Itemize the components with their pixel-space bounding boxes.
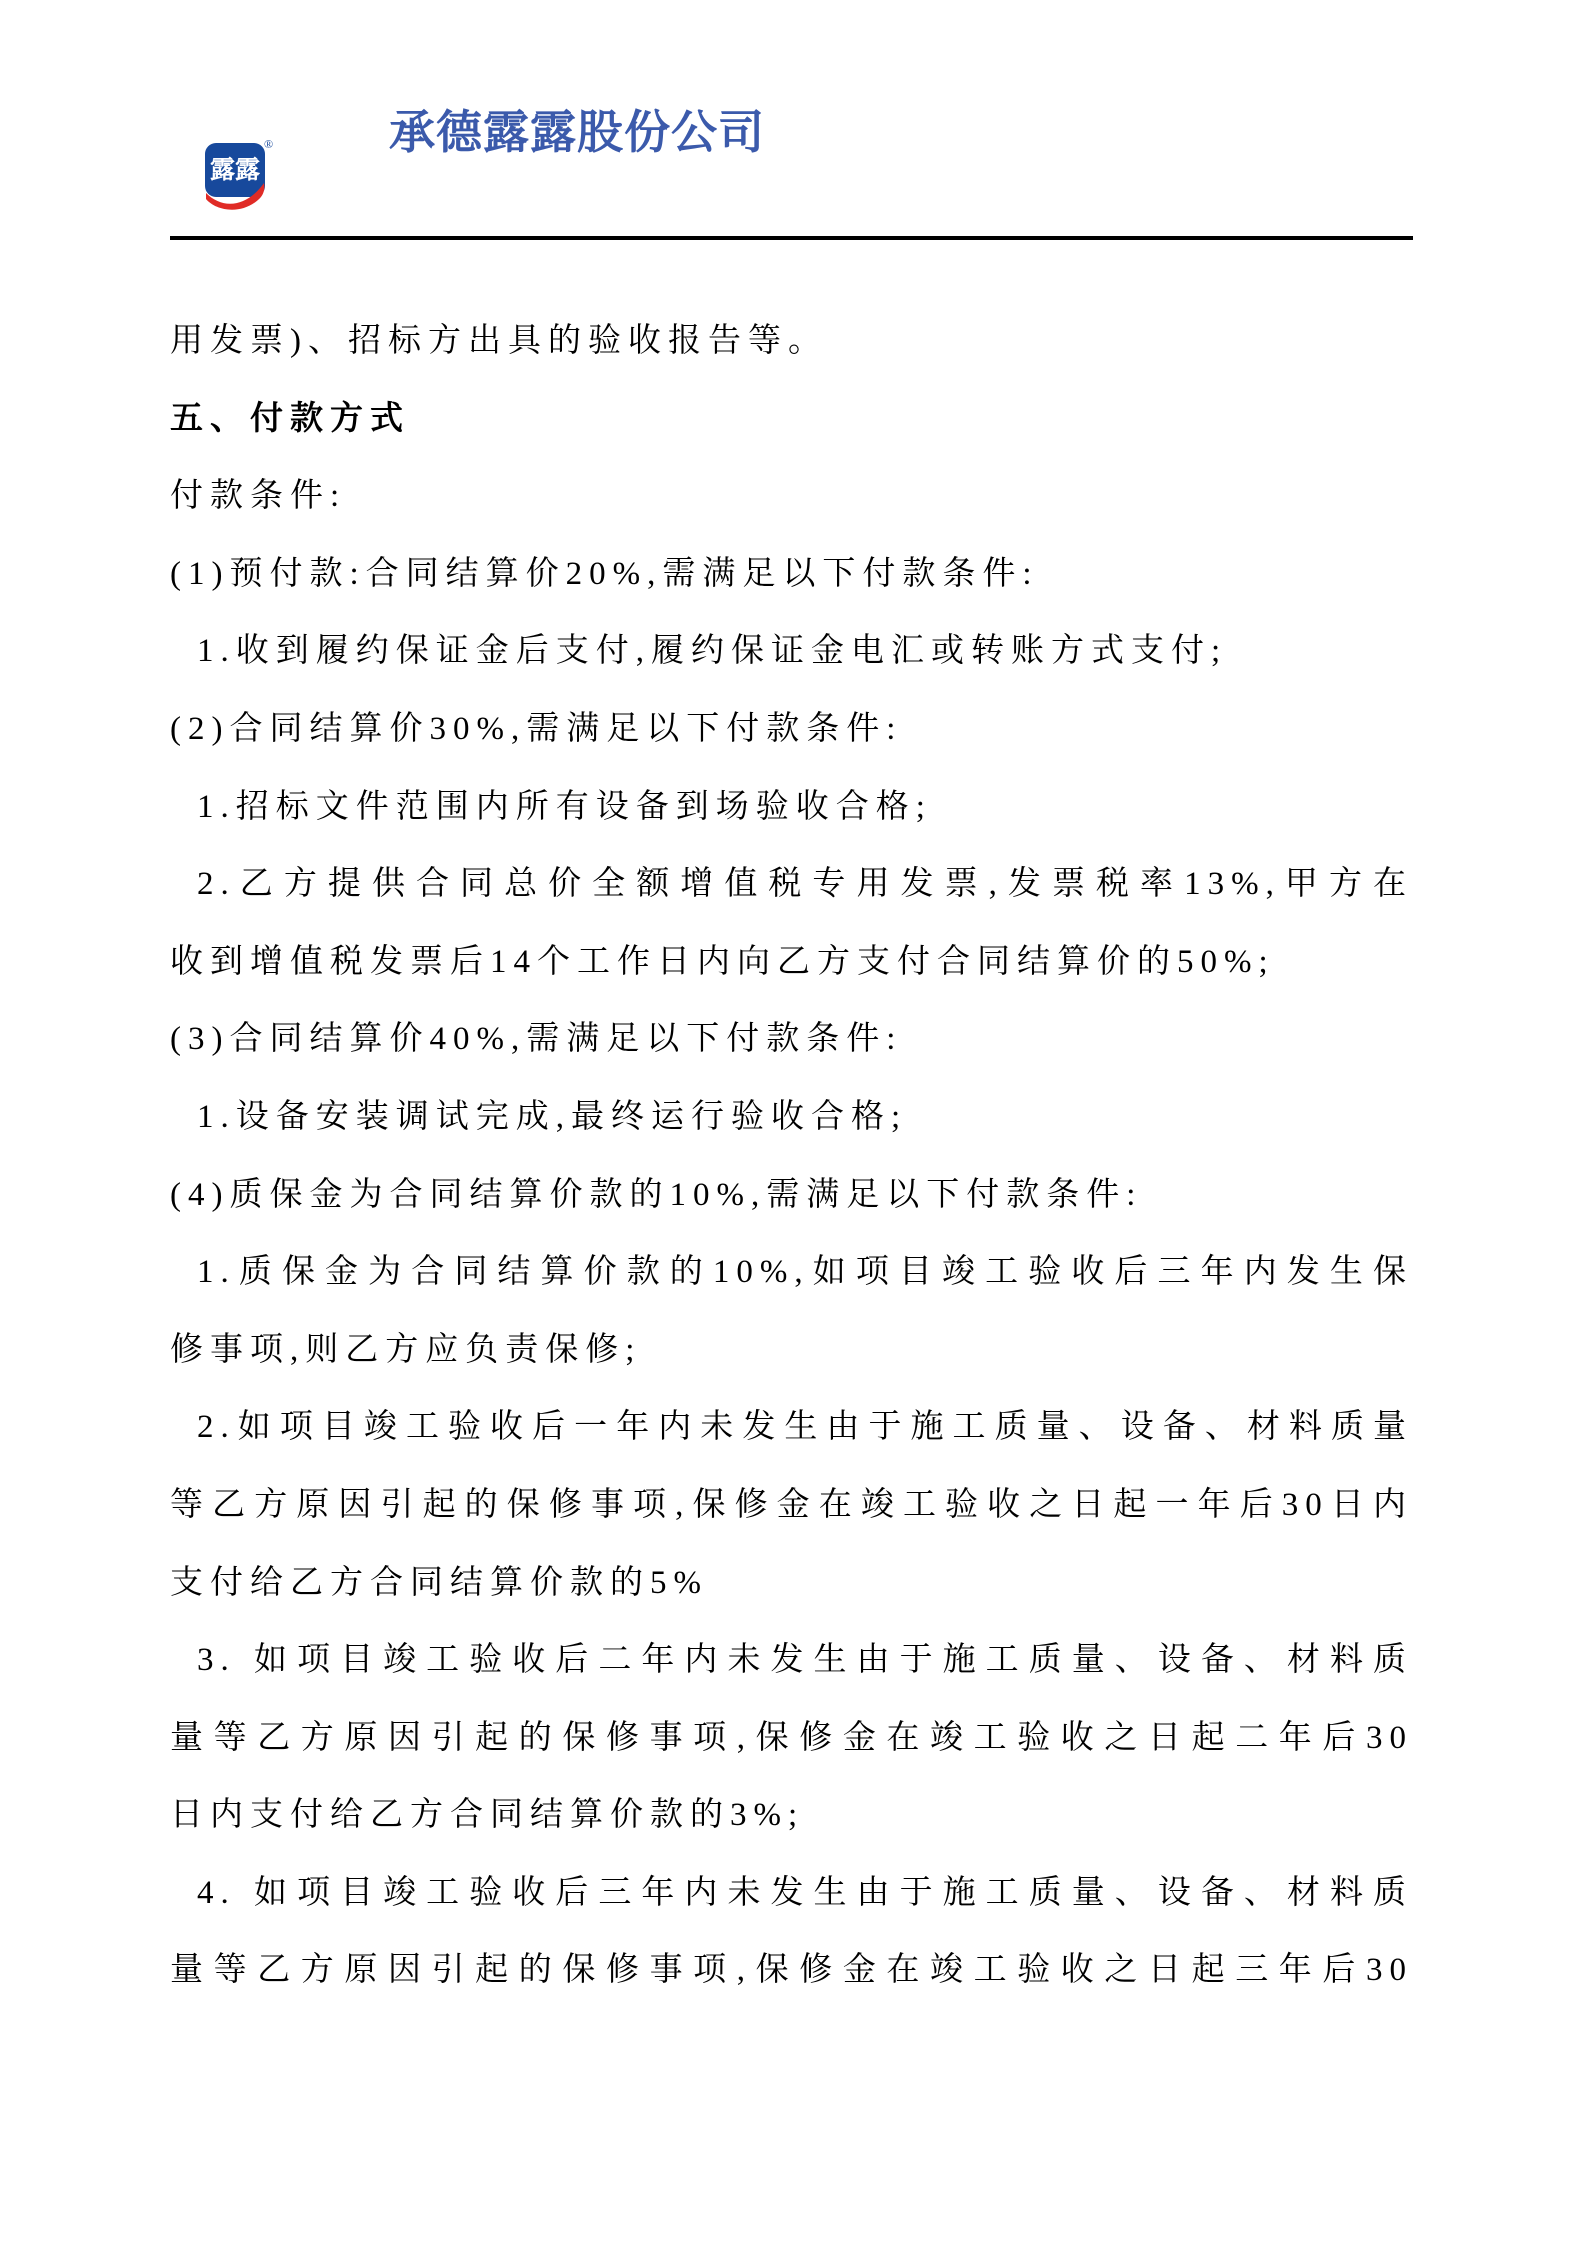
document-line: 4. 如项目竣工验收后三年内未发生由于施工质量、设备、材料质: [197, 1874, 1413, 1911]
registered-trademark-icon: ®: [264, 137, 274, 151]
document-line: 2.乙方提供合同总价全额增值税专用发票,发票税率13%,甲方在: [197, 866, 1413, 903]
document-line: 五、付款方式: [170, 400, 410, 437]
document-line: 用发票)、招标方出具的验收报告等。: [170, 323, 828, 359]
document-line: 日内支付给乙方合同结算价款的3%;: [170, 1797, 805, 1834]
company-name: 承德露露股份公司: [389, 106, 765, 158]
document-line: (3)合同结算价40%,需满足以下付款条件:: [170, 1021, 903, 1058]
document-line: 1.招标文件范围内所有设备到场验收合格;: [197, 788, 932, 825]
lulu-logo: [203, 136, 275, 220]
document-line: 1.质保金为合同结算价款的10%,如项目竣工验收后三年内发生保: [197, 1254, 1413, 1291]
company-logo: [203, 136, 275, 220]
document-line: 1.设备安装调试完成,最终运行验收合格;: [197, 1098, 908, 1135]
document-line: 量等乙方原因引起的保修事项,保修金在竣工验收之日起二年后30: [170, 1719, 1413, 1756]
document-line: 支付给乙方合同结算价款的5%: [170, 1564, 708, 1601]
logo-glyphs: 露露: [209, 157, 261, 184]
document-line: 3. 如项目竣工验收后二年内未发生由于施工质量、设备、材料质: [197, 1642, 1413, 1679]
document-line: 收到增值税发票后14个工作日内向乙方支付合同结算价的50%;: [170, 943, 1275, 980]
document-line: 2.如项目竣工验收后一年内未发生由于施工质量、设备、材料质量: [197, 1409, 1413, 1446]
header-divider: [170, 236, 1413, 240]
document-line: (1)预付款:合同结算价20%,需满足以下付款条件:: [170, 555, 1039, 592]
document-line: 1.收到履约保证金后支付,履约保证金电汇或转账方式支付;: [197, 633, 1228, 670]
document-line: 付款条件:: [170, 478, 347, 515]
document-line: 修事项,则乙方应负责保修;: [170, 1331, 642, 1368]
document-line: (2)合同结算价30%,需满足以下付款条件:: [170, 710, 903, 747]
document-line: 等乙方原因引起的保修事项,保修金在竣工验收之日起一年后30日内: [170, 1486, 1413, 1523]
document-body: [170, 303, 1413, 2010]
document-line: (4)质保金为合同结算价款的10%,需满足以下付款条件:: [170, 1176, 1143, 1213]
document-line: 量等乙方原因引起的保修事项,保修金在竣工验收之日起三年后30: [170, 1952, 1413, 1989]
